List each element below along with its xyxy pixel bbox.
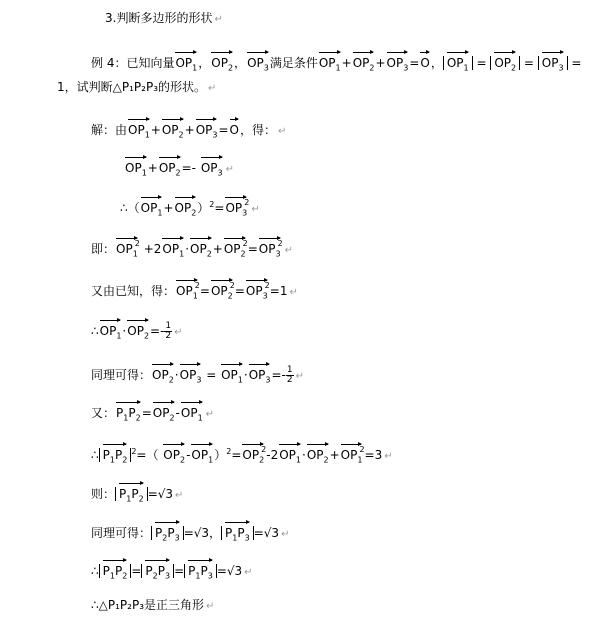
solution-step-9: ∴ $P_1P_2^2=$（ $OP_2-OP_1)^2=OP_2^2-2OP_1\cdot OP_2+OP_1^2=3$ ↵ [91, 442, 393, 468]
vector-op2: $OP_2$ [353, 50, 375, 76]
vector-zero: O [420, 50, 429, 71]
solution-step-11: 同理可得： $P_2P_3 =√3$， $P_1P_3 =√3$ ↵ [91, 520, 289, 546]
vector-op1: $OP_1$ [175, 50, 197, 76]
solution-step-8: 又：$P_1P_2=OP_2-OP_1$ ↵ [91, 400, 214, 426]
solution-conclusion: ∴△P₁P₂P₃是正三角形 ↵ [91, 598, 215, 612]
example-condition-text: 满足条件 [269, 56, 318, 70]
paragraph-mark: ↵ [214, 14, 223, 25]
solution-step-2: $OP_1+OP_2=-$ $OP_3$ ↵ [124, 155, 234, 181]
solution-step-1: 解：由$OP_1+OP_2+OP_3=O$，得： ↵ [91, 117, 286, 143]
solution-step-5: 又由已知，得：$OP_1^2=OP_2^2=OP_3^2=1$ ↵ [91, 278, 298, 304]
conclusion-text: ∴△P₁P₂P₃是正三角形 [91, 598, 205, 612]
example-label: 例 4： [91, 56, 127, 70]
vector-op2: $OP_2$ [211, 50, 233, 76]
solution-step-6: $\therefore OP_1\cdot OP_2=-$ $\frac{1}{2}$ ↵ [91, 318, 183, 344]
vector-op3: $OP_3$ [387, 50, 409, 76]
vector-op1: $OP_1$ [319, 50, 341, 76]
example-question-text: 1，试判断△P₁P₂P₃的形状。 [57, 80, 207, 94]
solution-step-3: $\therefore(OP_1+OP_2)^2=OP_3^2↵$ [120, 195, 260, 221]
heading-text: 3.判断多边形的形状 [105, 11, 213, 25]
solution-label: 解：由 [91, 123, 128, 137]
example-statement-line1: 例 4：已知向量$OP_1$，$OP_2$，$OP_3$满足条件$OP_1+OP_2+OP_3=O$， $OP_1 = OP_2 = OP_3$ = [91, 50, 581, 76]
solution-step-10: 则： $P_1P_2 =√3$ ↵ [91, 481, 183, 507]
solution-step-7: 同理可得：$OP_2\cdot OP_3 = OP_1\cdot OP_3=-$ $\frac{1}{2}$ ↵ [91, 362, 304, 388]
vector-op3: $OP_3$ [247, 50, 269, 76]
section-heading [105, 10, 223, 28]
example-given-text: 已知向量 [126, 56, 175, 70]
solution-step-12: ∴ $P_1P_2 = P_2P_3 = P_1P_3 =√3$ ↵ [91, 558, 253, 584]
solution-step-4: 即：$OP_1^2$ $+2OP_1\cdot OP_2+OP_2^2=OP_3^2↵$ [91, 236, 293, 262]
example-statement-line2: 1，试判断△P₁P₂P₃的形状。 ↵ [57, 80, 217, 94]
